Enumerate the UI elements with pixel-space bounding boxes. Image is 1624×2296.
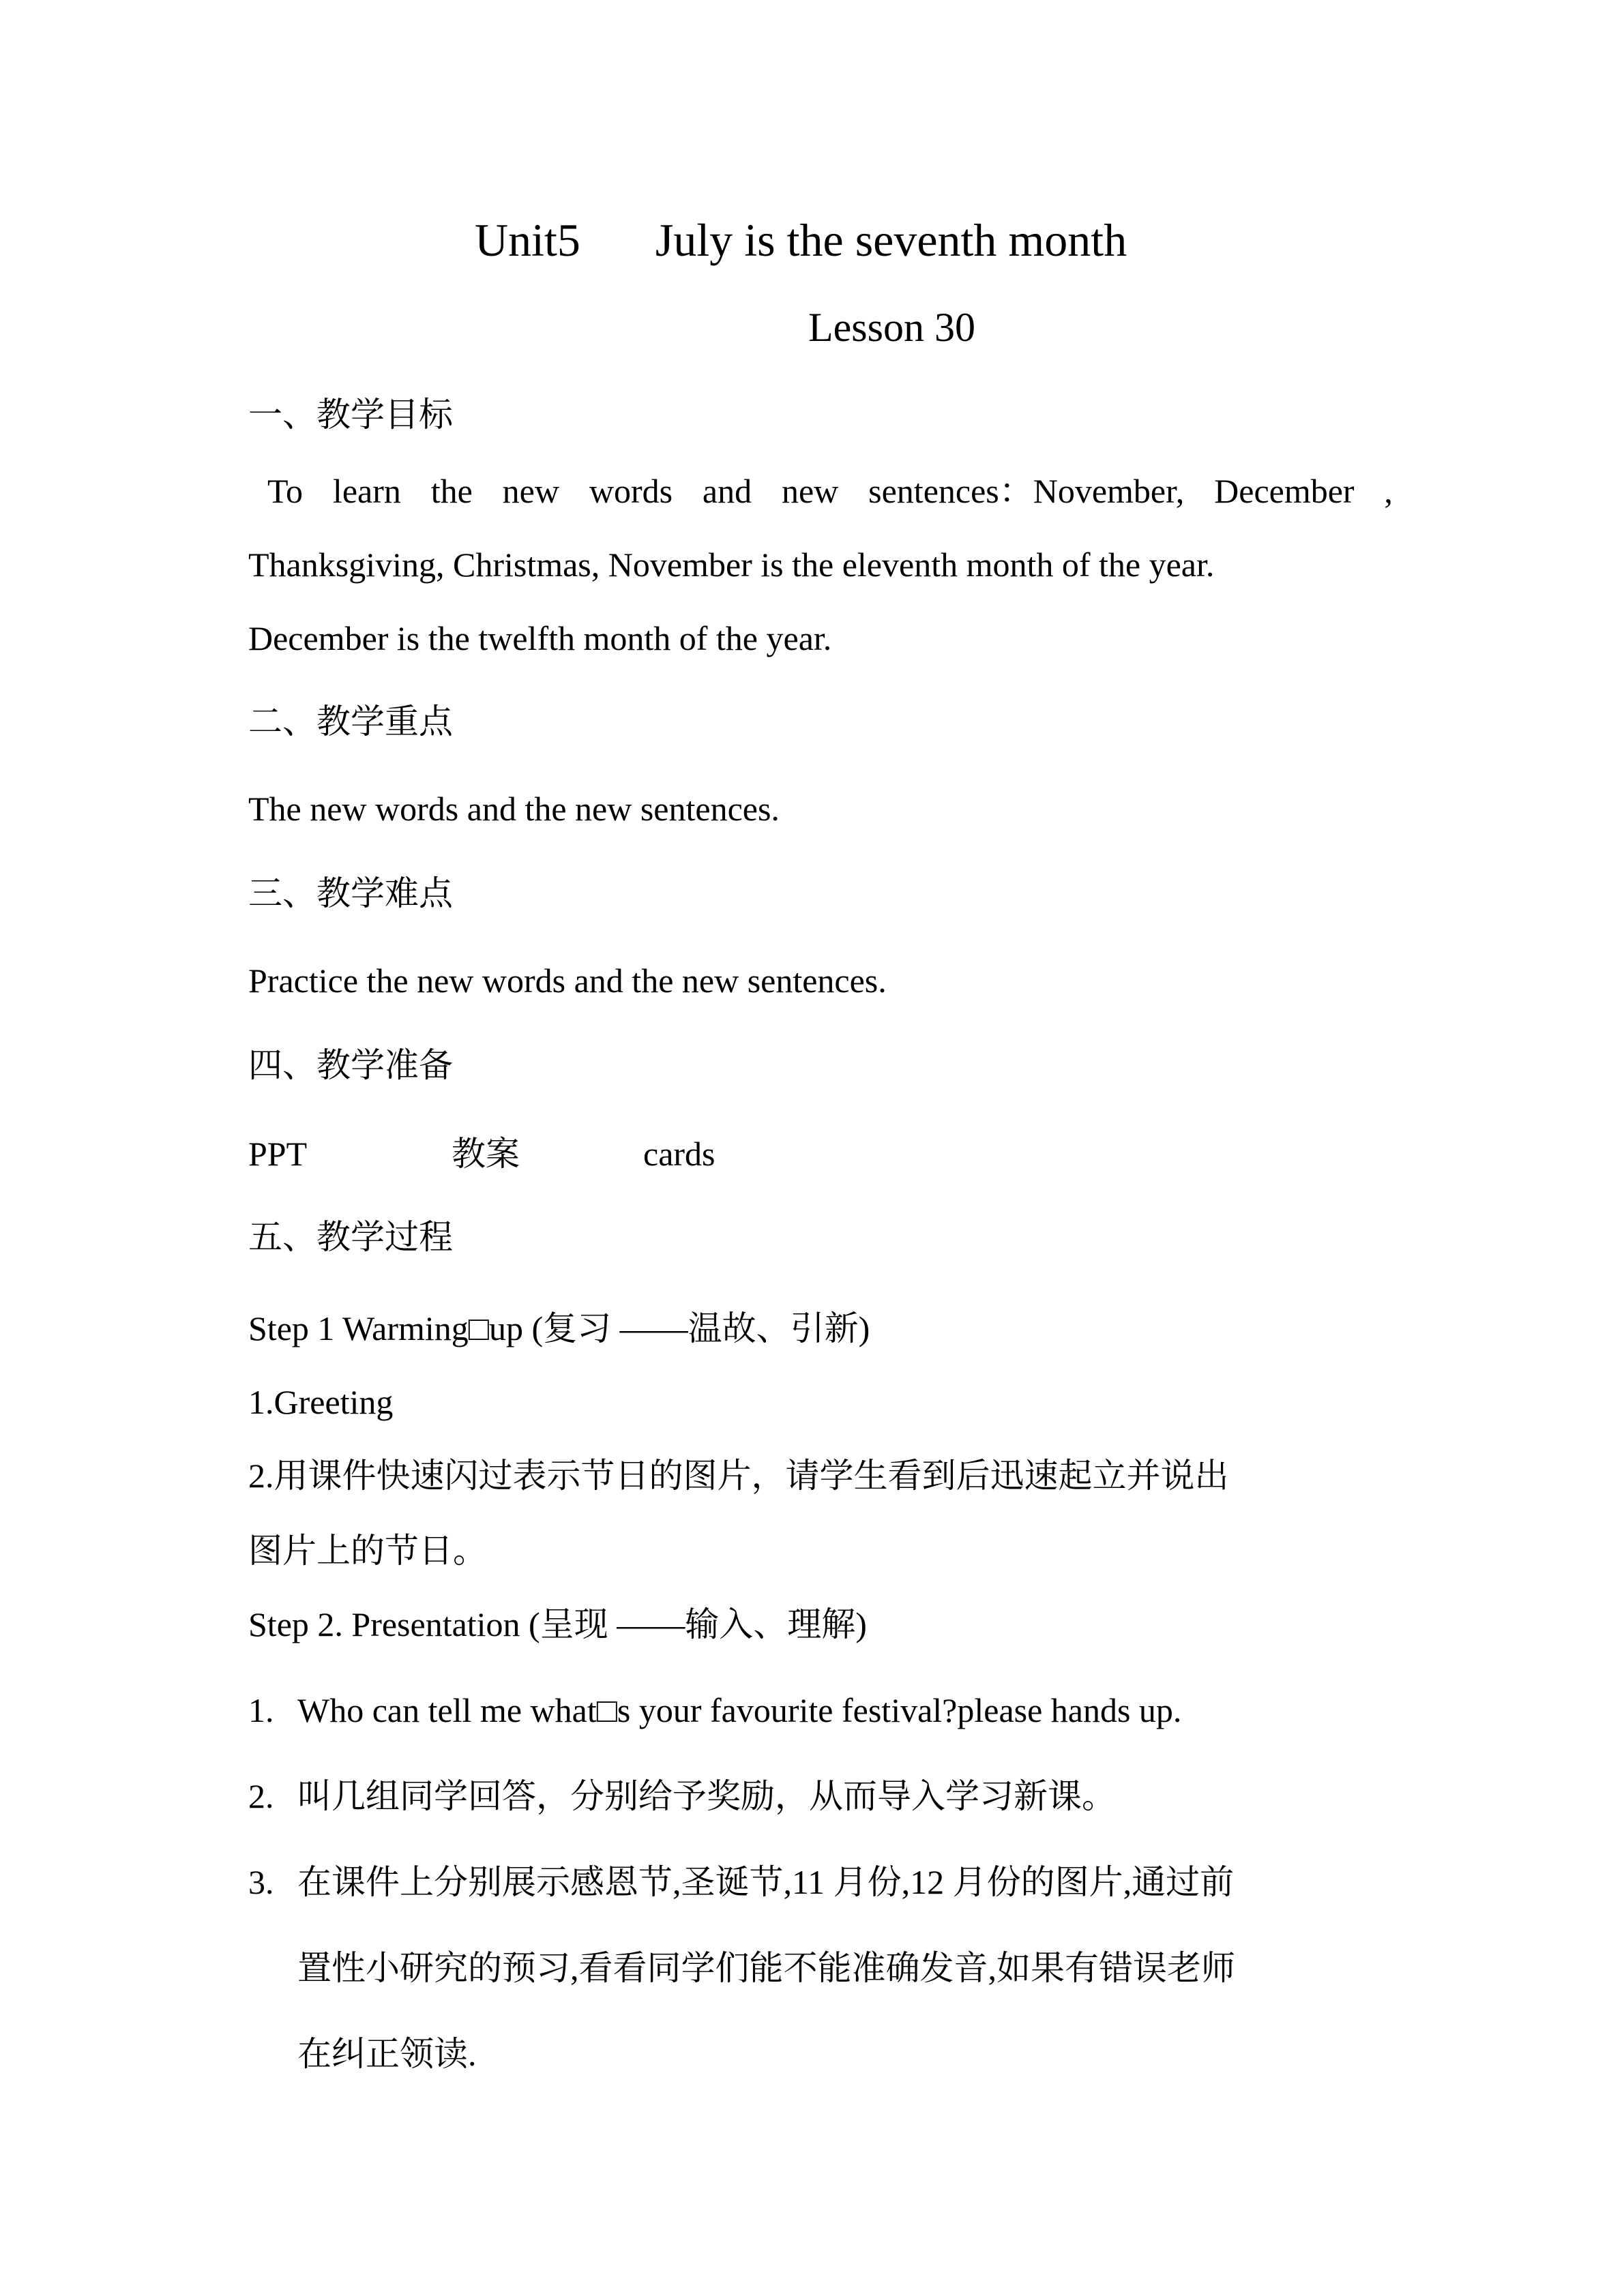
step2-list-item bbox=[248, 1862, 1234, 1903]
difficulties-text: Practice the new words and the new sentences. bbox=[248, 961, 887, 1000]
section-heading-preparation: 四、教学准备 bbox=[248, 1046, 453, 1084]
section-heading-process: 五、教学过程 bbox=[248, 1218, 453, 1256]
unit-title bbox=[475, 213, 1127, 267]
list-text: Who can tell me what□s your favourite festival?please hands up. bbox=[297, 1691, 1182, 1729]
list-number: 3. bbox=[248, 1863, 274, 1901]
step2-list-item bbox=[248, 1690, 1181, 1731]
objectives-line-3: December is the twelfth month of the year. bbox=[248, 619, 832, 657]
objectives-line-2: Thanksgiving, Christmas, November is the eleventh month of the year. bbox=[248, 546, 1215, 584]
preparation-item-lesson-plan: 教案 bbox=[452, 1135, 520, 1173]
step2-continuation: 在纠正领读. bbox=[297, 2035, 477, 2073]
lesson-title: Lesson 30 bbox=[808, 305, 975, 350]
unit-number: Unit5 bbox=[475, 214, 580, 266]
list-text: 在课件上分别展示感恩节,圣诞节,11 月份,12 月份的图片,通过前 bbox=[297, 1863, 1235, 1901]
preparation-item-cards: cards bbox=[643, 1135, 715, 1173]
step2-list-item bbox=[248, 1776, 1116, 1817]
objectives-word: the bbox=[430, 472, 473, 510]
list-text: 叫几组同学回答，分别给予奖励，从而导入学习新课。 bbox=[297, 1777, 1116, 1815]
objectives-word: and bbox=[702, 472, 752, 510]
key-points-text: The new words and the new sentences. bbox=[248, 790, 780, 828]
unit-name: July is the seventh month bbox=[655, 214, 1127, 266]
objectives-word: learn bbox=[332, 472, 401, 510]
section-heading-key-points: 二、教学重点 bbox=[248, 702, 453, 741]
objectives-word: new bbox=[781, 472, 839, 510]
objectives-line-1 bbox=[267, 471, 1393, 511]
step1-title: Step 1 Warming□up (复习 ——温故、引新) bbox=[248, 1309, 870, 1347]
objectives-word: sentences：November, bbox=[868, 472, 1185, 510]
section-heading-objectives: 一、教学目标 bbox=[248, 396, 453, 434]
objectives-word: new bbox=[502, 472, 559, 510]
step2-continuation: 置性小研究的预习,看看同学们能不能准确发音,如果有错误老师 bbox=[297, 1949, 1235, 1987]
list-number: 1. bbox=[248, 1691, 274, 1729]
objectives-word: December bbox=[1214, 472, 1355, 510]
step1-item: 图片上的节日。 bbox=[248, 1532, 487, 1570]
preparation-item-ppt: PPT bbox=[248, 1135, 308, 1173]
objectives-word: To bbox=[267, 472, 304, 510]
section-heading-difficulties: 三、教学难点 bbox=[248, 874, 453, 912]
step1-item: 1.Greeting bbox=[248, 1383, 394, 1421]
objectives-word: words bbox=[589, 472, 673, 510]
step2-title: Step 2. Presentation (呈现 ——输入、理解) bbox=[248, 1605, 867, 1643]
list-number: 2. bbox=[248, 1777, 274, 1815]
objectives-word: , bbox=[1384, 472, 1393, 510]
step1-item: 2.用课件快速闪过表示节日的图片，请学生看到后迅速起立并说出 bbox=[248, 1457, 1229, 1495]
